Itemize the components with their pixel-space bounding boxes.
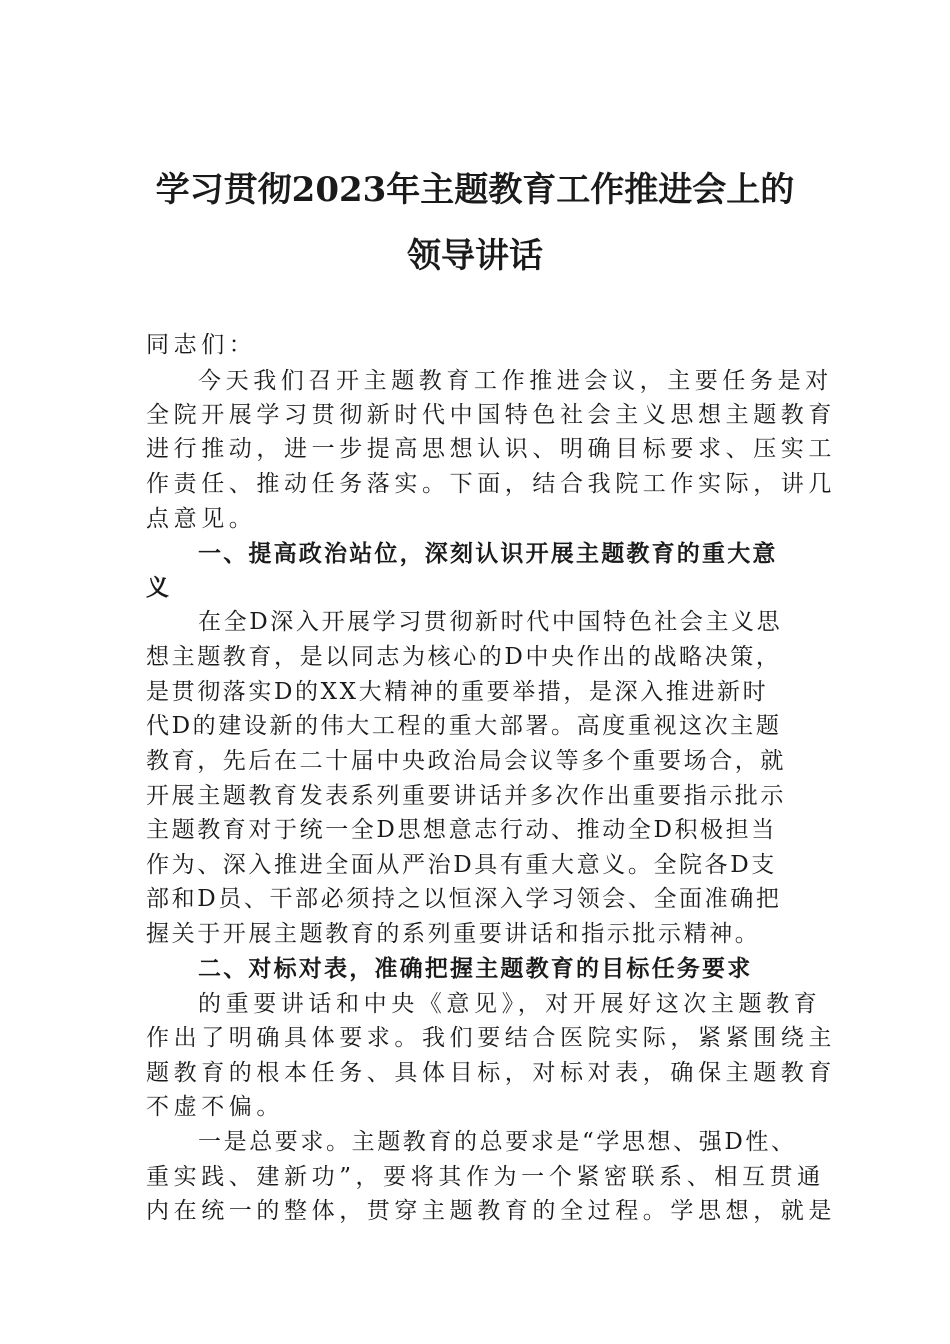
paragraph-line: 作出了明确具体要求。我们要结合医院实际，紧紧围绕主 [146,1025,836,1051]
paragraph-line: 题教育的根本任务、具体目标，对标对表，确保主题教育 [146,1060,836,1086]
paragraph-line: 点意见。 [146,506,257,532]
salutation: 同志们： [146,332,257,358]
section-heading-2: 二、对标对表，准确把握主题教育的目标任务要求 [198,956,753,982]
paragraph-line: 在全D深入开展学习贯彻新时代中国特色社会主义思 [198,609,783,635]
document-title-line-1: 学习贯彻2023年主题教育工作推进会上的 [155,170,795,210]
paragraph-line: 是贯彻落实D的XX大精神的重要举措，是深入推进新时 [146,679,769,705]
section-heading-1-cont: 义 [146,575,172,601]
paragraph-line: 不虚不偏。 [146,1094,284,1120]
section-heading-1: 一、提高政治站位，深刻认识开展主题教育的重大意 [198,541,778,567]
paragraph-line: 内在统一的整体，贯穿主题教育的全过程。学思想，就是 [146,1198,836,1224]
paragraph-line: 开展主题教育发表系列重要讲话并多次作出重要指示批示 [146,783,786,809]
paragraph-line: 今天我们召开主题教育工作推进会议，主要任务是对 [198,368,833,394]
paragraph-line: 握关于开展主题教育的系列重要讲话和指示批示精神。 [146,921,761,947]
paragraph-line: 一是总要求。主题教育的总要求是“学思想、强D性、 [198,1129,797,1155]
paragraph-line: 的重要讲话和中央《意见》，对开展好这次主题教育 [198,991,822,1017]
paragraph-line: 主题教育对于统一全D思想意志行动、推动全D积极担当 [146,817,777,843]
paragraph-line: 想主题教育，是以同志为核心的D中央作出的战略决策， [146,644,782,670]
paragraph-line: 作为、深入推进全面从严治D具有重大意义。全院各D支 [146,852,777,878]
paragraph-line: 部和D员、干部必须持之以恒深入学习领会、全面准确把 [146,886,782,912]
paragraph-line: 全院开展学习贯彻新时代中国特色社会主义思想主题教育 [146,402,836,428]
paragraph-line: 作责任、推动任务落实。下面，结合我院工作实际，讲几 [146,471,836,497]
paragraph-line: 教育，先后在二十届中央政治局会议等多个重要场合，就 [146,748,786,774]
paragraph-line: 重实践、建新功”，要将其作为一个紧密联系、相互贯通 [146,1164,825,1190]
paragraph-line: 代D的建设新的伟大工程的重大部署。高度重视这次主题 [146,713,782,739]
paragraph-line: 进行推动，进一步提高思想认识、明确目标要求、压实工 [146,436,836,462]
document-title-line-2: 领导讲话 [407,236,543,276]
